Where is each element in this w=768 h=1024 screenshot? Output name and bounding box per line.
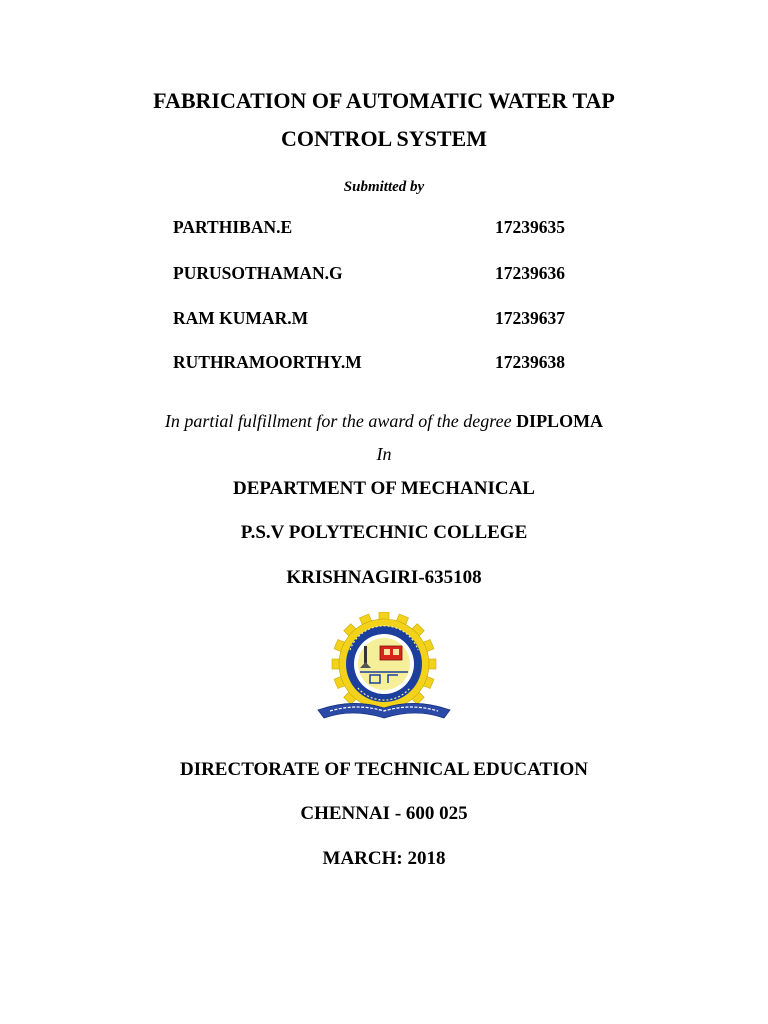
title-line-1: FABRICATION OF AUTOMATIC WATER TAP <box>153 88 615 113</box>
college-name: P.S.V POLYTECHNIC COLLEGE <box>240 522 528 543</box>
degree-name: DIPLOMA <box>516 411 604 431</box>
in-word: In <box>376 444 392 464</box>
fulfillment-text: In partial fulfillment for the award of the degree <box>164 411 517 431</box>
student-name: PURUSOTHAMAN.G <box>173 263 343 283</box>
submitted-by-label: Submitted by <box>343 179 425 195</box>
student-name: PARTHIBAN.E <box>173 217 293 237</box>
student-name: RUTHRAMOORTHY.M <box>173 352 362 372</box>
fulfillment-statement <box>0 411 768 432</box>
directorate-name: DIRECTORATE OF TECHNICAL EDUCATION <box>179 759 589 780</box>
student-id: 17239635 <box>495 217 565 237</box>
student-id: 17239636 <box>495 263 565 283</box>
department-name: DEPARTMENT OF MECHANICAL <box>233 478 535 499</box>
title-line-2: CONTROL SYSTEM <box>281 126 487 151</box>
student-id: 17239637 <box>495 308 565 328</box>
college-location: KRISHNAGIRI-635108 <box>286 567 482 588</box>
city-pincode: CHENNAI - 600 025 <box>300 803 468 824</box>
college-gear-emblem-logo <box>312 612 456 726</box>
student-id: 17239638 <box>495 352 565 372</box>
student-name: RAM KUMAR.M <box>173 308 309 328</box>
submission-date: MARCH: 2018 <box>322 848 446 869</box>
